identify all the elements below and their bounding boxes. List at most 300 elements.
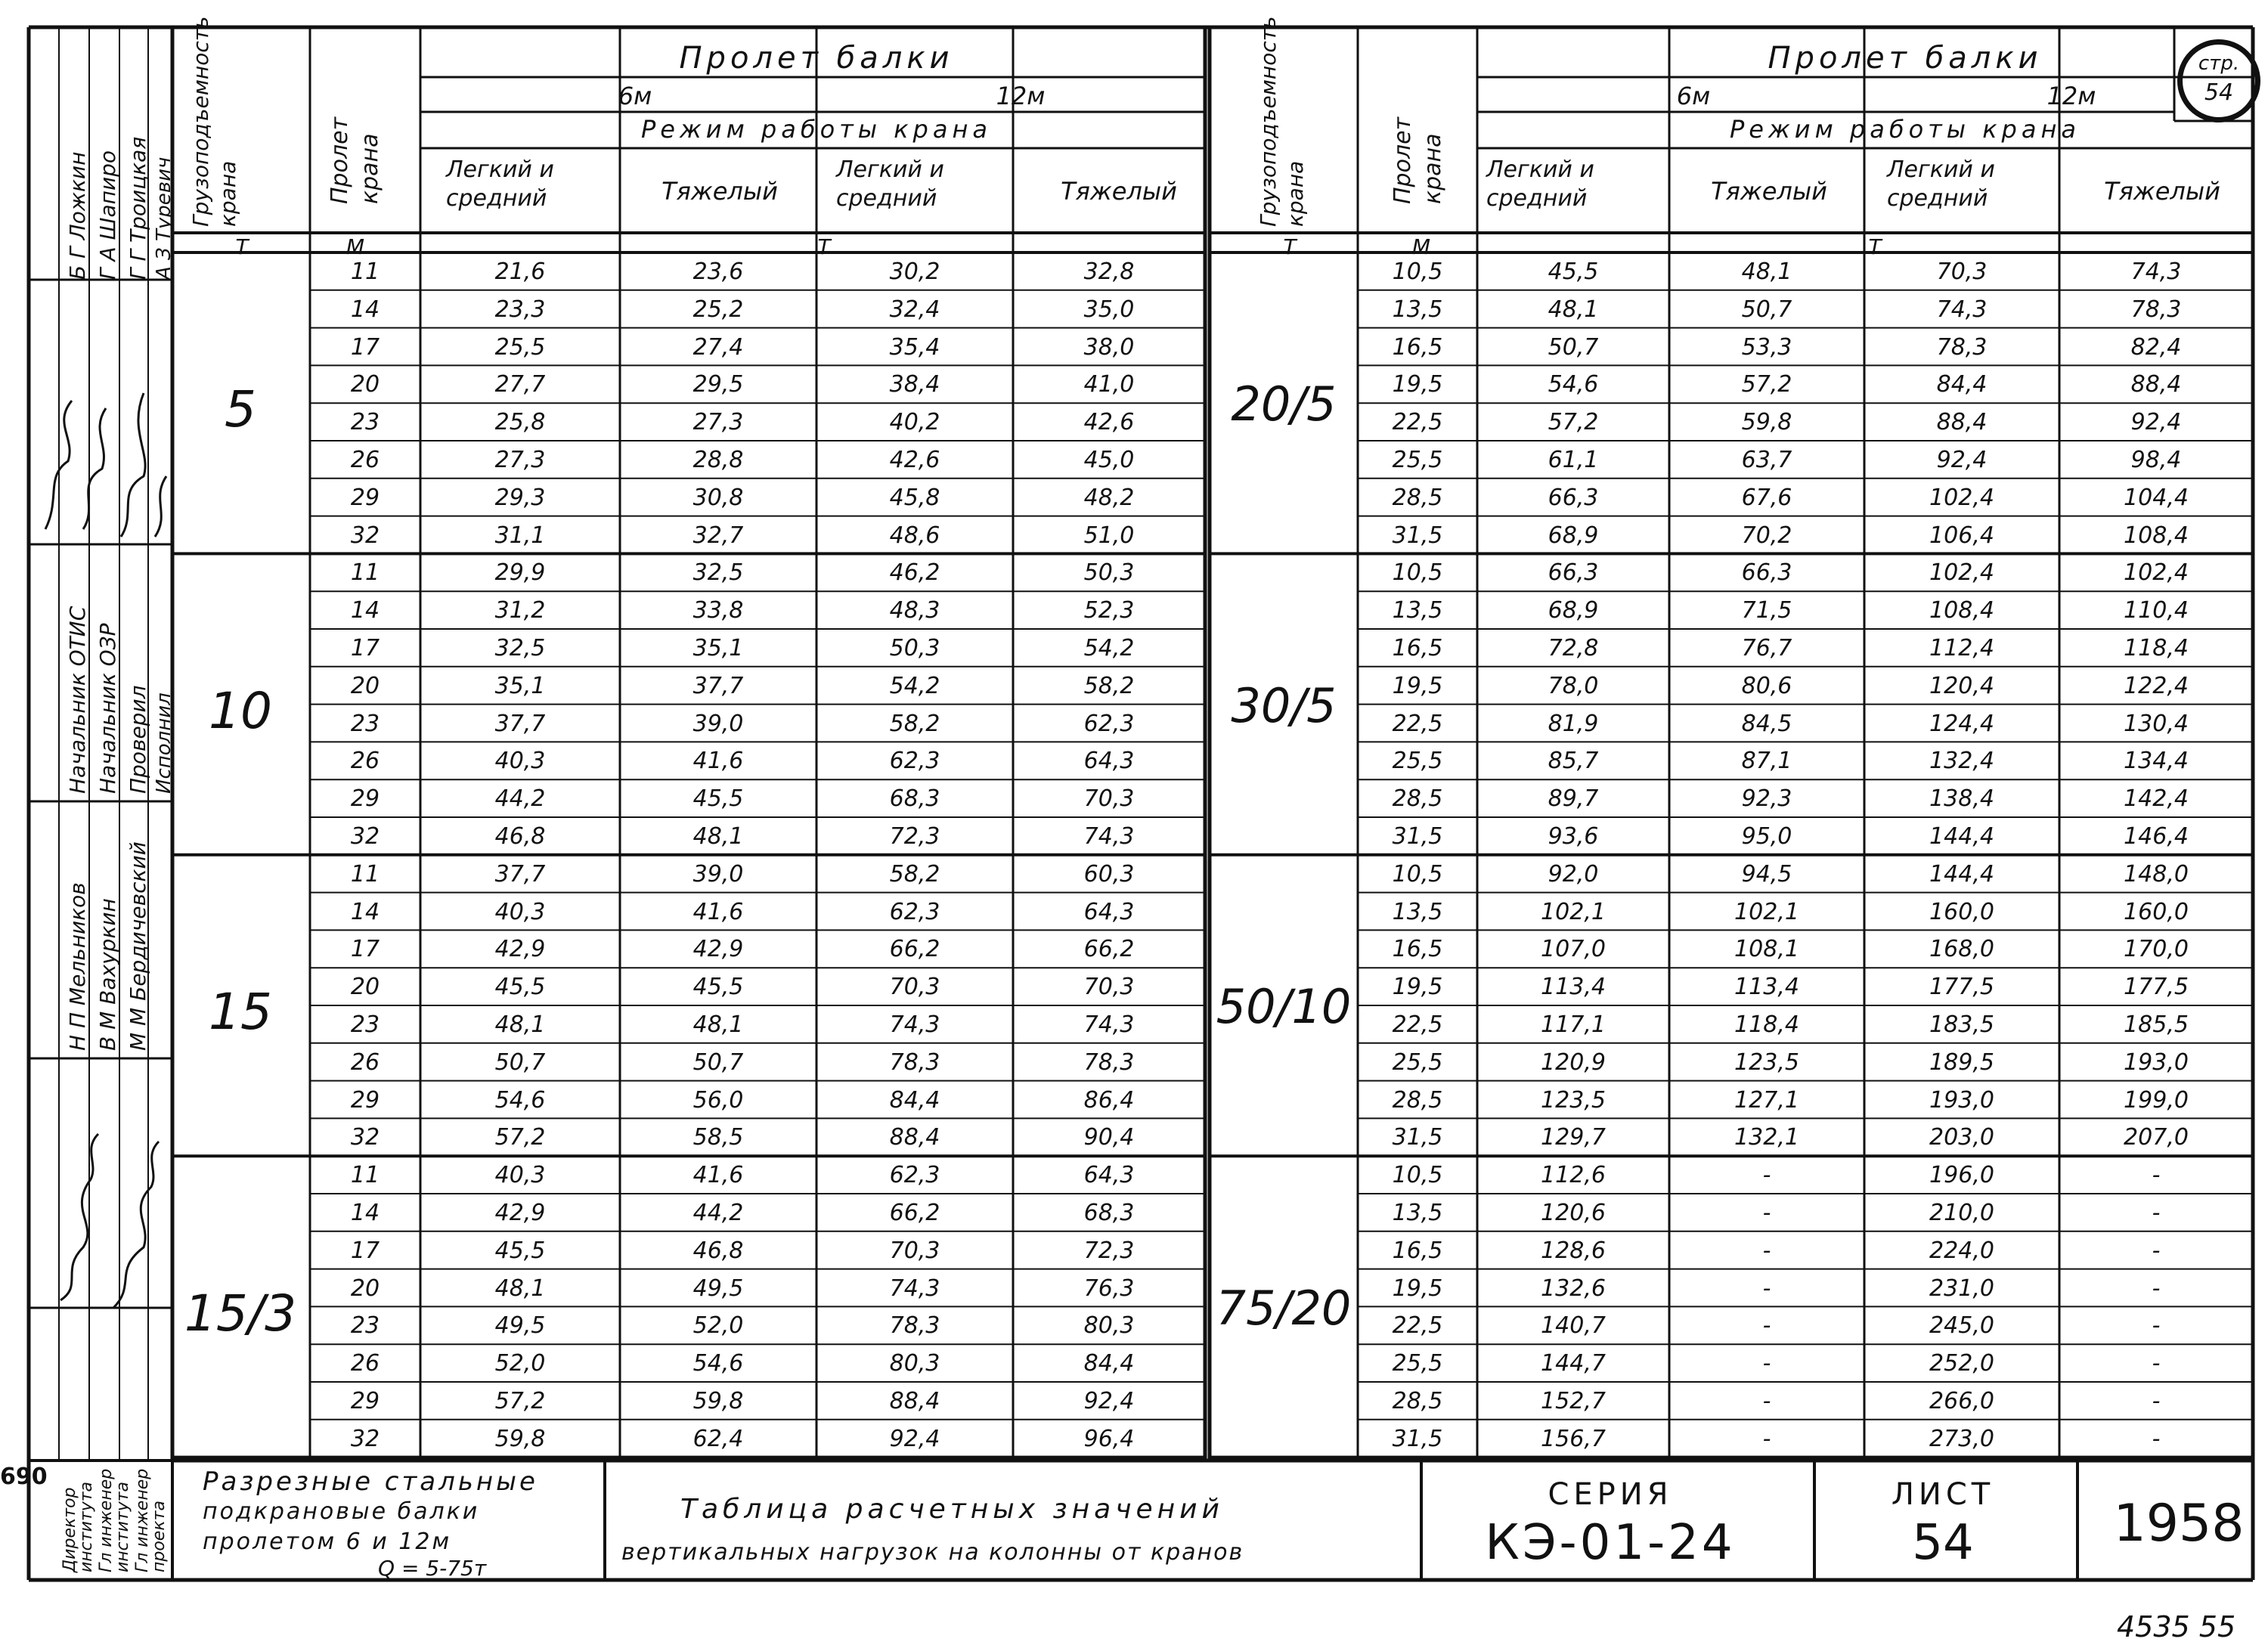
capacity-left: 15 xyxy=(209,983,272,1042)
crane-span-cell: 28,5 xyxy=(1392,1388,1443,1414)
load-cell: 78,3 xyxy=(1936,333,1988,361)
load-cell: 140,7 xyxy=(1541,1312,1606,1340)
crane-span-cell: 20 xyxy=(350,672,380,699)
load-cell: 50,7 xyxy=(494,1049,546,1076)
crane-span-cell: 10,5 xyxy=(1392,860,1443,888)
load-cell: 41,6 xyxy=(692,748,744,775)
crane-span-cell: 10,5 xyxy=(1392,1162,1443,1189)
load-cell: 146,4 xyxy=(2124,823,2189,850)
load-cell: 203,0 xyxy=(1929,1124,1994,1151)
load-cell: 48,2 xyxy=(1083,484,1135,511)
load-cell: 58,2 xyxy=(889,860,940,888)
page-stamp-number: 54 xyxy=(2204,79,2234,106)
right-unit-m: М xyxy=(1411,234,1431,259)
desc-line-3: пролетом 6 и 12м xyxy=(203,1529,452,1555)
load-cell: 38,0 xyxy=(1083,333,1135,361)
crane-span-cell: 31,5 xyxy=(1392,1425,1443,1452)
crane-span-cell: 29 xyxy=(350,785,380,813)
load-cell: 196,0 xyxy=(1929,1162,1994,1189)
load-cell: 64,3 xyxy=(1083,1162,1135,1189)
desc-line-4: Q = 5-75т xyxy=(378,1556,487,1581)
right-heavy-12: Тяжелый xyxy=(2104,177,2220,206)
load-cell: 32,8 xyxy=(1083,259,1135,285)
load-cell: 132,6 xyxy=(1541,1275,1606,1302)
load-cell: 102,4 xyxy=(1929,484,1994,511)
load-cell: 56,0 xyxy=(692,1086,744,1114)
load-cell: 58,5 xyxy=(692,1124,744,1151)
right-crane-span-label: Пролет крана xyxy=(1390,116,1446,204)
load-cell: 38,4 xyxy=(889,371,940,398)
load-cell: 78,3 xyxy=(1083,1049,1135,1076)
right-mode-title: Режим работы крана xyxy=(1729,115,2081,144)
load-cell: 89,7 xyxy=(1548,785,1599,813)
load-cell: 45,5 xyxy=(692,785,744,813)
load-cell: 68,9 xyxy=(1548,597,1599,624)
load-cell: 120,4 xyxy=(1929,672,1994,699)
crane-span-cell: 16,5 xyxy=(1392,1237,1443,1264)
crane-span-cell: 13,5 xyxy=(1392,1200,1443,1226)
crane-span-cell: 29 xyxy=(350,1086,380,1114)
crane-span-cell: 13,5 xyxy=(1392,296,1443,323)
load-cell: 66,2 xyxy=(889,936,940,963)
load-cell: 45,5 xyxy=(1548,259,1599,285)
load-cell: 25,5 xyxy=(494,333,546,361)
load-cell: 193,0 xyxy=(2124,1049,2189,1076)
crane-span-cell: 13,5 xyxy=(1392,898,1443,925)
load-cell: 193,0 xyxy=(1929,1086,1994,1114)
crane-span-cell: 22,5 xyxy=(1392,710,1443,737)
load-cell: 58,2 xyxy=(1083,672,1135,699)
load-cell: 231,0 xyxy=(1929,1275,1994,1302)
load-cell: 74,3 xyxy=(1083,1011,1135,1038)
load-cell: 25,8 xyxy=(494,409,546,436)
load-cell: 104,4 xyxy=(2124,484,2189,511)
sidebar-name-1: Б Г Ложкин xyxy=(65,151,90,280)
load-cell: 39,0 xyxy=(692,860,744,888)
load-cell: 62,3 xyxy=(889,748,940,775)
crane-span-cell: 17 xyxy=(350,936,380,963)
sidebar-person-1: Н П Мельников xyxy=(65,882,90,1051)
load-cell: 76,7 xyxy=(1741,635,1792,661)
load-cell: 148,0 xyxy=(2124,860,2189,888)
load-cell: 74,3 xyxy=(1936,296,1988,323)
load-cell: - xyxy=(1762,1237,1771,1264)
load-cell: 42,6 xyxy=(889,447,940,473)
load-cell: 92,0 xyxy=(1548,860,1599,888)
load-cell: 160,0 xyxy=(1929,898,1994,925)
load-cell: 110,4 xyxy=(2124,597,2189,624)
load-cell: 170,0 xyxy=(2124,936,2189,963)
load-cell: 94,5 xyxy=(1741,860,1792,888)
load-cell: 35,1 xyxy=(494,672,546,699)
load-cell: 59,8 xyxy=(1741,409,1792,436)
load-cell: 92,4 xyxy=(889,1425,940,1452)
load-cell: 54,2 xyxy=(1083,635,1135,661)
crane-span-cell: 20 xyxy=(350,1275,380,1302)
crane-span-cell: 19,5 xyxy=(1392,1275,1443,1302)
load-cell: 45,0 xyxy=(1083,447,1135,473)
load-cell: - xyxy=(2152,1312,2161,1340)
load-cell: 23,6 xyxy=(692,259,744,285)
load-cell: 199,0 xyxy=(2124,1086,2189,1114)
load-cell: 37,7 xyxy=(494,860,546,888)
sidebar-person-3: М М Бердичевский xyxy=(125,841,150,1051)
series-value: КЭ-01-24 xyxy=(1485,1515,1736,1571)
sidebar-bottom-role-2: Гл инженер института xyxy=(97,1468,132,1572)
load-cell: 118,4 xyxy=(1734,1011,1799,1038)
crane-span-cell: 16,5 xyxy=(1392,635,1443,661)
crane-span-cell: 14 xyxy=(350,296,380,323)
load-cell: 102,1 xyxy=(1541,898,1606,925)
left-unit-t2: Т xyxy=(817,234,831,259)
load-cell: 144,7 xyxy=(1541,1350,1606,1377)
load-cell: 113,4 xyxy=(1541,974,1606,1001)
crane-span-cell: 29 xyxy=(350,484,380,511)
load-cell: 122,4 xyxy=(2124,672,2189,699)
load-cell: 49,5 xyxy=(494,1312,546,1340)
sidebar-name-3: Г Г Троицкая xyxy=(125,136,150,280)
load-cell: 57,2 xyxy=(1741,371,1792,398)
load-cell: 183,5 xyxy=(1929,1011,1994,1038)
load-cell: 66,3 xyxy=(1548,559,1599,587)
load-cell: 88,4 xyxy=(889,1124,940,1151)
left-heavy-12: Тяжелый xyxy=(1061,177,1177,206)
load-cell: 207,0 xyxy=(2124,1124,2189,1151)
sidebar-name-2: Г А Шапиро xyxy=(95,150,120,280)
load-cell: 42,9 xyxy=(692,936,744,963)
sidebar-role-2: Начальник ОЗР xyxy=(95,623,120,794)
load-cell: 32,4 xyxy=(889,296,940,323)
load-cell: - xyxy=(1762,1200,1771,1226)
load-cell: 102,1 xyxy=(1734,898,1799,925)
load-cell: 88,4 xyxy=(889,1388,940,1414)
load-cell: 80,6 xyxy=(1741,672,1792,699)
load-cell: 88,4 xyxy=(1936,409,1988,436)
load-cell: 108,4 xyxy=(1929,597,1994,624)
load-cell: 66,2 xyxy=(1083,936,1135,963)
crane-span-cell: 26 xyxy=(350,1350,380,1377)
load-cell: 84,4 xyxy=(1936,371,1988,398)
load-cell: 98,4 xyxy=(2130,447,2182,473)
load-cell: 92,4 xyxy=(1936,447,1988,473)
margin-left-number: 690 xyxy=(0,1464,48,1490)
title-line-1: Таблица расчетных значений xyxy=(680,1494,1224,1525)
load-cell: 37,7 xyxy=(494,710,546,737)
load-cell: 74,3 xyxy=(889,1275,940,1302)
load-cell: 185,5 xyxy=(2124,1011,2189,1038)
load-cell: 27,7 xyxy=(494,371,546,398)
crane-span-cell: 11 xyxy=(350,1162,380,1189)
left-heavy-6: Тяжелый xyxy=(662,177,778,206)
load-cell: 54,2 xyxy=(889,672,940,699)
right-span-12: 12м xyxy=(2046,82,2096,110)
load-cell: 58,2 xyxy=(889,710,940,737)
load-cell: 78,3 xyxy=(889,1312,940,1340)
load-cell: 224,0 xyxy=(1929,1237,1994,1264)
load-cell: 118,4 xyxy=(2124,635,2189,661)
left-light-12: Легкий и средний xyxy=(836,156,944,212)
crane-span-cell: 17 xyxy=(350,333,380,361)
crane-span-cell: 32 xyxy=(350,1425,380,1452)
load-cell: 59,8 xyxy=(692,1388,744,1414)
load-cell: 62,3 xyxy=(1083,710,1135,737)
left-light-6: Легкий и средний xyxy=(446,156,554,212)
load-cell: 72,8 xyxy=(1548,635,1599,661)
load-cell: 40,3 xyxy=(494,1162,546,1189)
load-cell: 130,4 xyxy=(2124,710,2189,737)
load-cell: 41,6 xyxy=(692,1162,744,1189)
load-cell: 68,3 xyxy=(889,785,940,813)
load-cell: 132,1 xyxy=(1734,1124,1799,1151)
capacity-right: 20/5 xyxy=(1231,376,1337,432)
crane-span-cell: 32 xyxy=(350,522,380,549)
load-cell: - xyxy=(2152,1350,2161,1377)
desc-line-1: Разрезные стальные xyxy=(203,1467,538,1497)
load-cell: 86,4 xyxy=(1083,1086,1135,1114)
crane-span-cell: 11 xyxy=(350,259,380,285)
crane-span-cell: 14 xyxy=(350,1200,380,1226)
sheet-value: 54 xyxy=(1912,1515,1974,1571)
load-cell: 45,5 xyxy=(494,974,546,1001)
load-cell: 25,2 xyxy=(692,296,744,323)
sidebar-bottom-role-1: Директор института xyxy=(60,1481,96,1572)
signatures-bottom xyxy=(45,1119,174,1315)
load-cell: 252,0 xyxy=(1929,1350,1994,1377)
load-cell: 54,6 xyxy=(692,1350,744,1377)
load-cell: 48,1 xyxy=(1548,296,1599,323)
capacity-left: 5 xyxy=(225,380,256,439)
load-cell: 80,3 xyxy=(1083,1312,1135,1340)
right-light-6: Легкий и средний xyxy=(1486,156,1594,212)
load-cell: 64,3 xyxy=(1083,748,1135,775)
load-cell: 132,4 xyxy=(1929,748,1994,775)
load-cell: 62,3 xyxy=(889,1162,940,1189)
load-cell: 44,2 xyxy=(692,1200,744,1226)
load-cell: 72,3 xyxy=(889,823,940,850)
load-cell: 92,3 xyxy=(1741,785,1792,813)
load-cell: 120,6 xyxy=(1541,1200,1606,1226)
load-cell: 45,8 xyxy=(889,484,940,511)
crane-span-cell: 31,5 xyxy=(1392,1124,1443,1151)
left-span-6: 6м xyxy=(618,82,652,110)
load-cell: 88,4 xyxy=(2130,371,2182,398)
load-cell: 59,8 xyxy=(494,1425,546,1452)
load-cell: 107,0 xyxy=(1541,936,1606,963)
crane-span-cell: 17 xyxy=(350,1237,380,1264)
crane-span-cell: 19,5 xyxy=(1392,371,1443,398)
load-cell: 35,1 xyxy=(692,635,744,661)
load-cell: 29,5 xyxy=(692,371,744,398)
left-unit-m: М xyxy=(345,234,365,259)
load-cell: 66,3 xyxy=(1741,559,1792,587)
load-cell: 57,2 xyxy=(494,1124,546,1151)
page-stamp xyxy=(2177,39,2260,122)
sheet-label: ЛИСТ xyxy=(1891,1477,1995,1512)
load-cell: 60,3 xyxy=(1083,860,1135,888)
sidebar-role-4: Исполнил xyxy=(153,692,175,794)
load-cell: 23,3 xyxy=(494,296,546,323)
load-cell: 108,4 xyxy=(2124,522,2189,549)
load-cell: - xyxy=(1762,1162,1771,1189)
load-cell: 72,3 xyxy=(1083,1237,1135,1264)
load-cell: 71,5 xyxy=(1741,597,1792,624)
load-cell: 35,0 xyxy=(1083,296,1135,323)
load-cell: 48,1 xyxy=(494,1275,546,1302)
load-cell: 62,3 xyxy=(889,898,940,925)
load-cell: 144,4 xyxy=(1929,823,1994,850)
load-cell: 45,5 xyxy=(692,974,744,1001)
load-cell: - xyxy=(2152,1200,2161,1226)
load-cell: 90,4 xyxy=(1083,1124,1135,1151)
load-cell: 40,3 xyxy=(494,898,546,925)
crane-span-cell: 28,5 xyxy=(1392,785,1443,813)
load-cell: - xyxy=(1762,1350,1771,1377)
left-span-title: Пролет балки xyxy=(679,41,954,76)
load-cell: 54,6 xyxy=(494,1086,546,1114)
load-cell: 266,0 xyxy=(1929,1388,1994,1414)
load-cell: 64,3 xyxy=(1083,898,1135,925)
right-heavy-6: Тяжелый xyxy=(1711,177,1827,206)
right-light-12: Легкий и средний xyxy=(1887,156,1995,212)
load-cell: 62,4 xyxy=(692,1425,744,1452)
load-cell: 28,8 xyxy=(692,447,744,473)
load-cell: 50,3 xyxy=(889,635,940,661)
load-cell: 49,5 xyxy=(692,1275,744,1302)
load-cell: 48,1 xyxy=(692,1011,744,1038)
load-cell: 41,0 xyxy=(1083,371,1135,398)
load-cell: 39,0 xyxy=(692,710,744,737)
right-unit-t: Т xyxy=(1283,234,1297,259)
load-cell: 48,3 xyxy=(889,597,940,624)
load-cell: 50,7 xyxy=(1548,333,1599,361)
load-cell: - xyxy=(1762,1425,1771,1452)
capacity-right: 30/5 xyxy=(1231,677,1337,733)
load-cell: 177,5 xyxy=(1929,974,1994,1001)
crane-span-cell: 14 xyxy=(350,898,380,925)
load-cell: 189,5 xyxy=(1929,1049,1994,1076)
left-unit-t: Т xyxy=(235,234,249,259)
crane-span-cell: 26 xyxy=(350,447,380,473)
crane-span-cell: 28,5 xyxy=(1392,484,1443,511)
load-cell: 112,6 xyxy=(1541,1162,1606,1189)
sidebar-role-1: Начальник ОТИС xyxy=(65,606,90,794)
load-cell: 152,7 xyxy=(1541,1388,1606,1414)
load-cell: 70,3 xyxy=(889,1237,940,1264)
load-cell: 84,4 xyxy=(889,1086,940,1114)
desc-line-2: подкрановые балки xyxy=(203,1498,480,1525)
load-cell: 48,6 xyxy=(889,522,940,549)
load-cell: 29,3 xyxy=(494,484,546,511)
load-cell: 144,4 xyxy=(1929,860,1994,888)
load-cell: 42,9 xyxy=(494,936,546,963)
load-cell: 168,0 xyxy=(1929,936,1994,963)
load-cell: 74,3 xyxy=(889,1011,940,1038)
load-cell: 76,3 xyxy=(1083,1275,1135,1302)
crane-span-cell: 26 xyxy=(350,748,380,775)
load-cell: 120,9 xyxy=(1541,1049,1606,1076)
load-cell: 113,4 xyxy=(1734,974,1799,1001)
load-cell: 92,4 xyxy=(1083,1388,1135,1414)
crane-span-cell: 31,5 xyxy=(1392,823,1443,850)
load-cell: 46,8 xyxy=(494,823,546,850)
crane-span-cell: 32 xyxy=(350,1124,380,1151)
load-cell: 48,1 xyxy=(692,823,744,850)
crane-span-cell: 23 xyxy=(350,710,380,737)
load-cell: 160,0 xyxy=(2124,898,2189,925)
load-cell: 21,6 xyxy=(494,259,546,285)
crane-span-cell: 23 xyxy=(350,1011,380,1038)
load-cell: 48,1 xyxy=(1741,259,1792,285)
load-cell: 81,9 xyxy=(1548,710,1599,737)
load-cell: 32,7 xyxy=(692,522,744,549)
sidebar-person-2: В М Вахуркин xyxy=(95,898,120,1051)
crane-span-cell: 25,5 xyxy=(1392,1049,1443,1076)
load-cell: 44,2 xyxy=(494,785,546,813)
load-cell: 85,7 xyxy=(1548,748,1599,775)
load-cell: 66,2 xyxy=(889,1200,940,1226)
capacity-right: 75/20 xyxy=(1216,1280,1352,1336)
load-cell: 32,5 xyxy=(692,559,744,587)
load-cell: 37,7 xyxy=(692,672,744,699)
right-unit-t2: Т xyxy=(1868,234,1882,259)
load-cell: 78,0 xyxy=(1548,672,1599,699)
load-cell: 102,4 xyxy=(2124,559,2189,587)
load-cell: 27,3 xyxy=(494,447,546,473)
load-cell: 96,4 xyxy=(1083,1425,1135,1452)
load-cell: 42,9 xyxy=(494,1200,546,1226)
load-cell: 53,3 xyxy=(1741,333,1792,361)
right-capacity-label: Грузоподъемность крана xyxy=(1256,16,1308,227)
load-cell: 41,6 xyxy=(692,898,744,925)
crane-span-cell: 10,5 xyxy=(1392,559,1443,587)
crane-span-cell: 31,5 xyxy=(1392,522,1443,549)
right-span-6: 6м xyxy=(1676,82,1711,110)
load-cell: 45,5 xyxy=(494,1237,546,1264)
crane-span-cell: 13,5 xyxy=(1392,597,1443,624)
load-cell: 57,2 xyxy=(1548,409,1599,436)
crane-span-cell: 10,5 xyxy=(1392,259,1443,285)
load-cell: 68,9 xyxy=(1548,522,1599,549)
load-cell: 35,4 xyxy=(889,333,940,361)
capacity-left: 15/3 xyxy=(184,1284,297,1343)
load-cell: 50,7 xyxy=(692,1049,744,1076)
load-cell: 70,3 xyxy=(1083,974,1135,1001)
load-cell: 156,7 xyxy=(1541,1425,1606,1452)
crane-span-cell: 16,5 xyxy=(1392,936,1443,963)
load-cell: 46,2 xyxy=(889,559,940,587)
load-cell: 40,2 xyxy=(889,409,940,436)
load-cell: 40,3 xyxy=(494,748,546,775)
load-cell: 30,2 xyxy=(889,259,940,285)
left-mode-title: Режим работы крана xyxy=(640,115,993,144)
load-cell: 70,2 xyxy=(1741,522,1792,549)
load-cell: 33,8 xyxy=(692,597,744,624)
load-cell: 50,3 xyxy=(1083,559,1135,587)
load-cell: - xyxy=(2152,1162,2161,1189)
crane-span-cell: 23 xyxy=(350,1312,380,1340)
load-cell: - xyxy=(2152,1425,2161,1452)
load-cell: 93,6 xyxy=(1548,823,1599,850)
load-cell: 63,7 xyxy=(1741,447,1792,473)
crane-span-cell: 25,5 xyxy=(1392,1350,1443,1377)
load-cell: 70,3 xyxy=(1083,785,1135,813)
crane-span-cell: 22,5 xyxy=(1392,1011,1443,1038)
load-cell: 30,8 xyxy=(692,484,744,511)
load-cell: 108,1 xyxy=(1734,936,1799,963)
crane-span-cell: 17 xyxy=(350,635,380,661)
capacity-left: 10 xyxy=(209,681,272,740)
load-cell: 52,3 xyxy=(1083,597,1135,624)
